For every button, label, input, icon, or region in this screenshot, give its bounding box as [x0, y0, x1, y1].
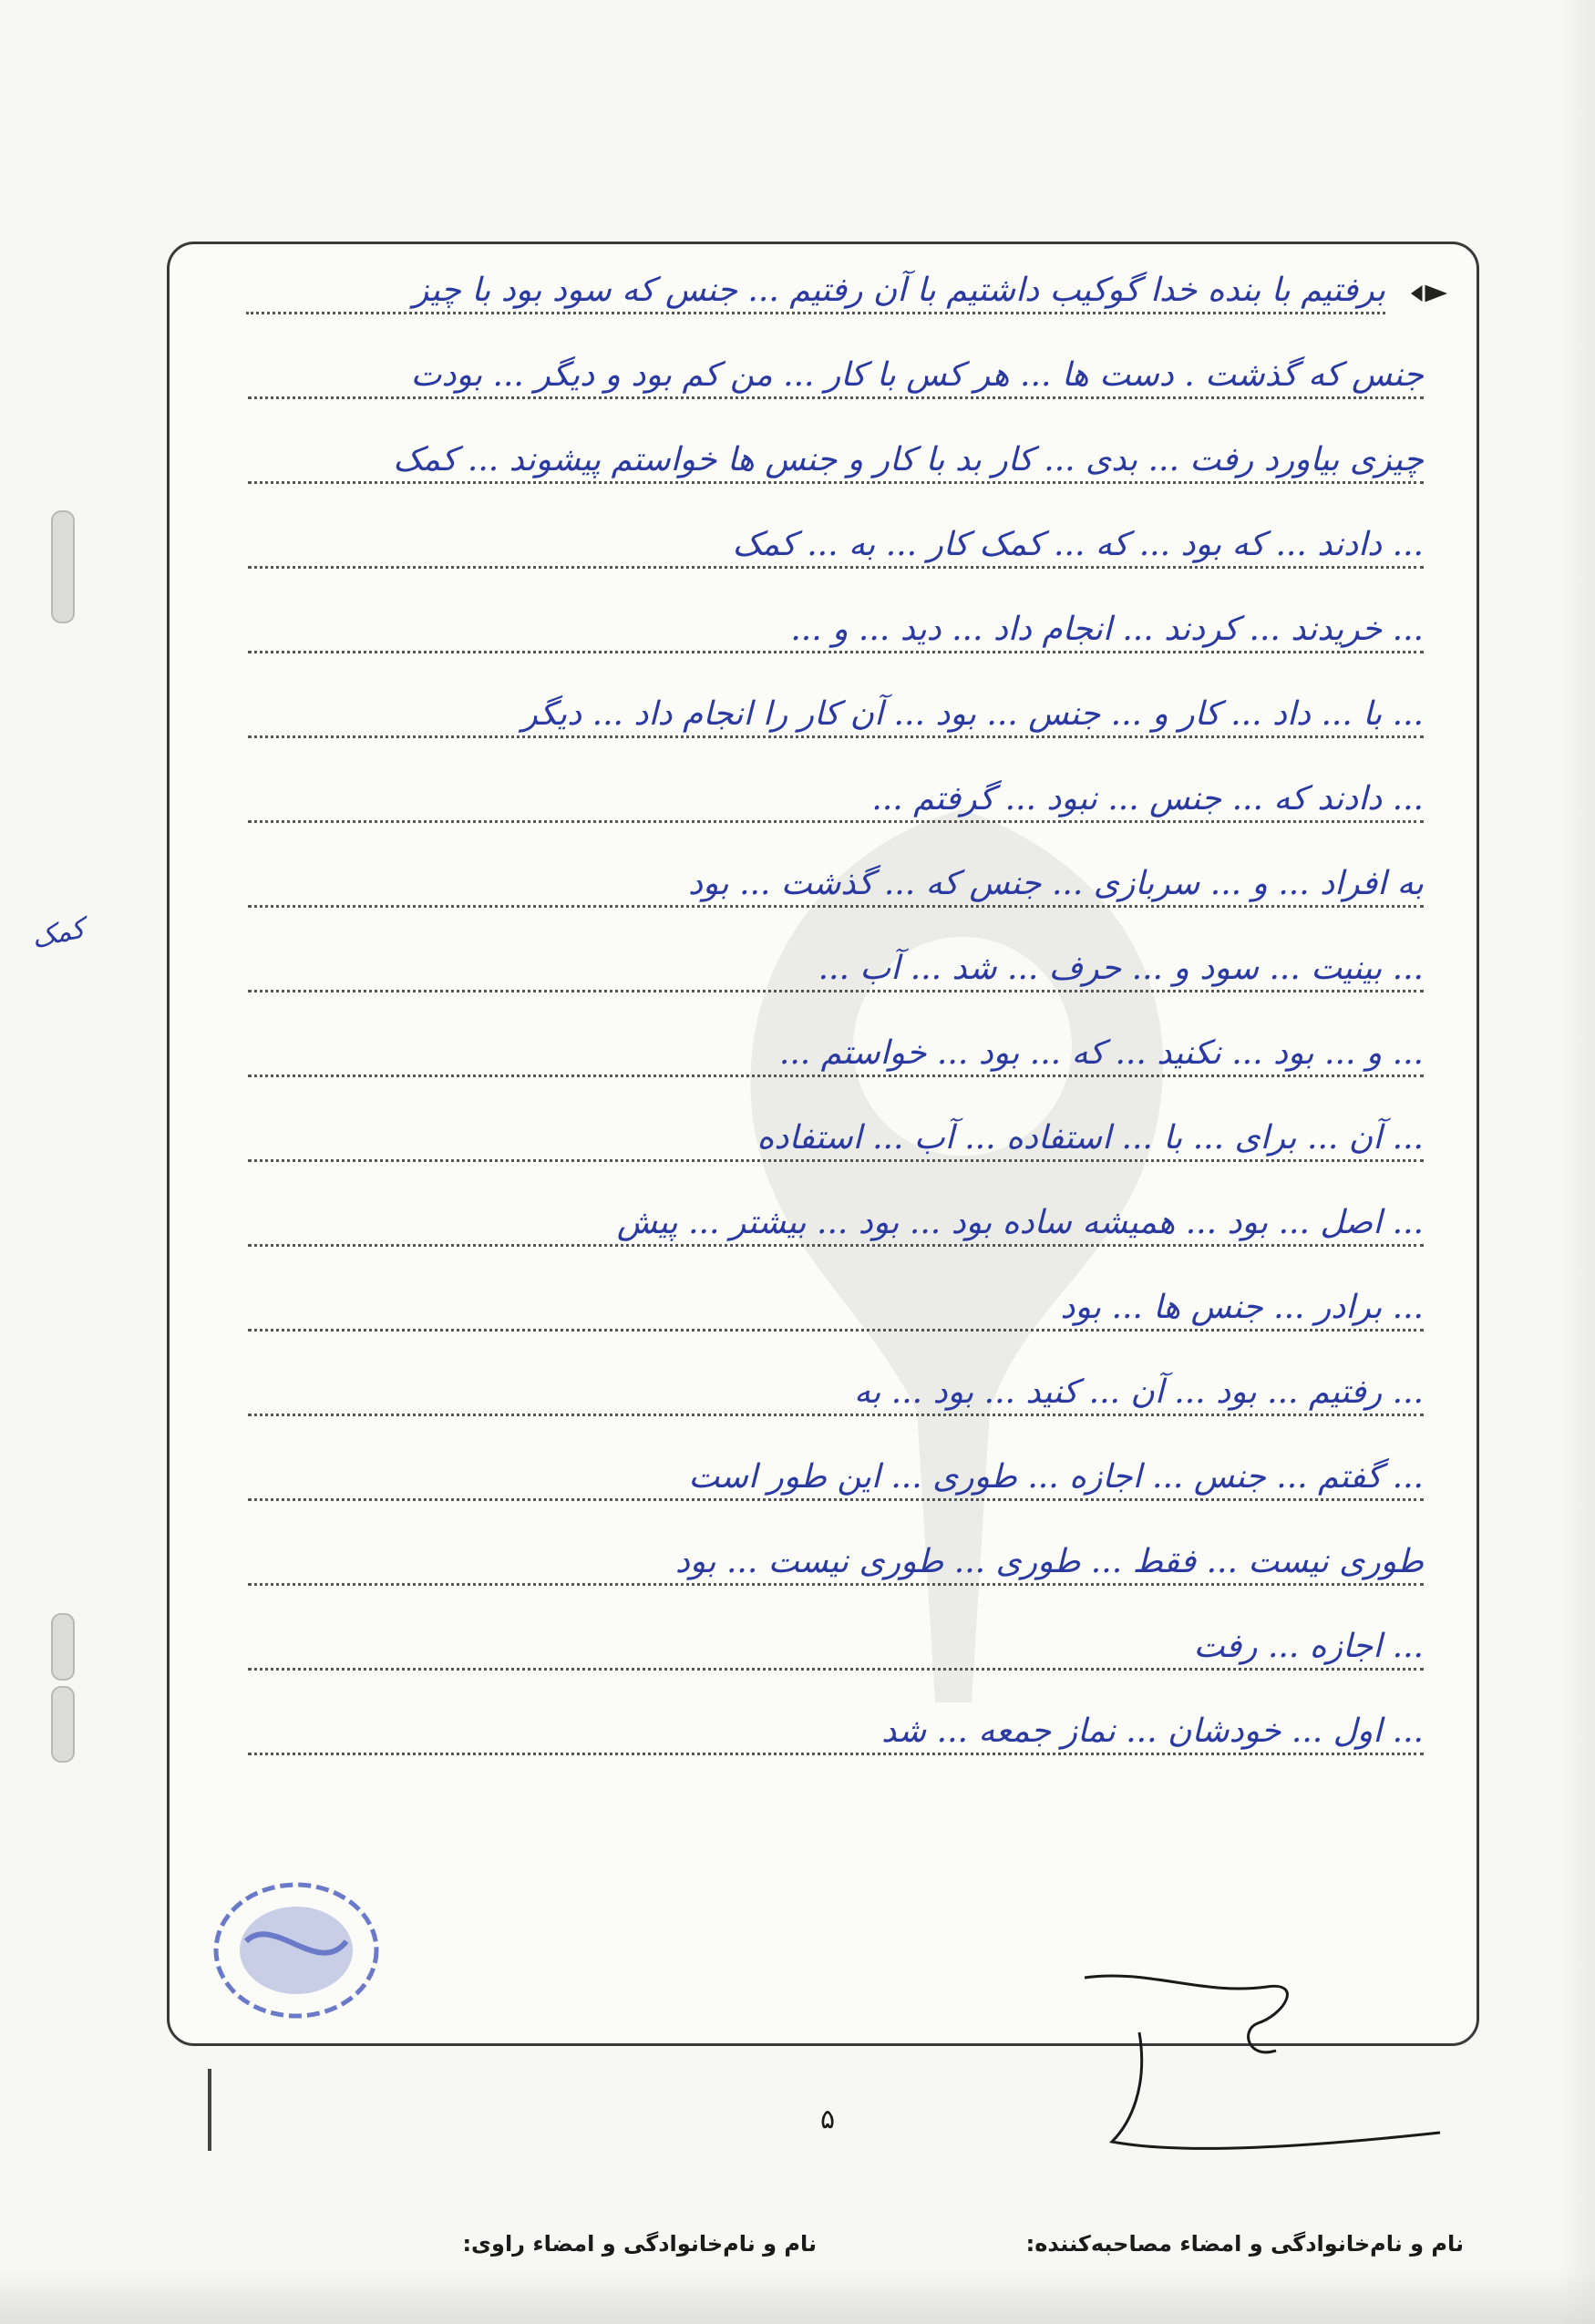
handwritten-text: ... دادند ... که بود ... که ... کمک کار ... به ... کمک [732, 526, 1424, 563]
handwritten-line [248, 1177, 1424, 1247]
handwritten-text: ... دادند که ... جنس ... نبود ... گرفتم ... [871, 780, 1424, 818]
pen-stroke-mark [208, 2069, 211, 2151]
handwritten-text: ... خریدند ... کردند ... انجام داد ... دید ... و ... [790, 611, 1424, 648]
binding-hole-top [51, 510, 75, 623]
page-bottom-edge [0, 2269, 1595, 2324]
narrator-signature-label: نام و نام‌خانوادگی و امضاء راوی: [462, 2231, 817, 2257]
handwritten-text: ... اجازه ... رفت [1193, 1628, 1424, 1665]
margin-note: کمک [28, 912, 88, 955]
handwritten-line [248, 1092, 1424, 1162]
handwritten-text: ... آن ... برای ... با ... استفاده ... آب ... استفاده [756, 1119, 1424, 1157]
handwritten-text: ... اول ... خودشان ... نماز جمعه ... شد [881, 1712, 1424, 1750]
handwritten-text: ... اصل ... بود ... همیشه ساده بود ... بود ... بیشتر ... پیش [616, 1204, 1424, 1241]
handwritten-line [248, 668, 1424, 738]
handwritten-line [248, 1516, 1424, 1586]
page-frame [167, 242, 1479, 2257]
handwritten-line [248, 1431, 1424, 1501]
handwritten-line [248, 1346, 1424, 1416]
handwritten-text: ... بینیت ... سود و ... حرف ... شد ... آب ... [818, 950, 1424, 987]
page-edge-shadow [1559, 0, 1595, 2324]
handwritten-text: ... رفتیم ... بود ... آن ... کنید ... بود ... به [854, 1373, 1424, 1411]
handwritten-text: ... و ... بود ... نکنید ... که ... بود ... خواستم ... [778, 1034, 1424, 1072]
handwritten-text: ... برادر ... جنس ها ... بود [1060, 1289, 1424, 1326]
handwritten-line [248, 1685, 1424, 1755]
handwritten-text: طوری نیست ... فقط ... طوری ... طوری نیست ... بود [674, 1543, 1424, 1580]
handwritten-line [248, 838, 1424, 908]
binding-hole-bottom-1 [51, 1613, 75, 1681]
handwritten-text: ... با ... داد ... کار و ... جنس ... بود ... آن کار را انجام داد ... دیگر [521, 695, 1424, 733]
handwritten-text: به افراد ... و ... سربازی ... جنس که ... گذشت ... بود [687, 865, 1424, 902]
handwritten-line [248, 753, 1424, 823]
handwritten-line [248, 329, 1424, 399]
handwritten-line [248, 499, 1424, 569]
handwritten-line [248, 1261, 1424, 1332]
handwritten-line [248, 583, 1424, 653]
handwritten-text: برفتیم با بنده خدا گوکیب داشتیم با آن رفتیم ... جنس که سود بود با چیز [412, 272, 1385, 309]
handwritten-text: جنس که گذشت . دست ها ... هر کس با کار ... من کم بود و دیگر ... بودت [410, 356, 1424, 394]
ink-stamp-icon [210, 1877, 383, 2023]
signature-footer [170, 2231, 1482, 2277]
pen-icon [1407, 281, 1451, 306]
interviewer-signature-label: نام و نام‌خانوادگی و امضاء مصاحبه‌کننده: [1025, 2231, 1464, 2257]
handwritten-line [248, 1007, 1424, 1077]
handwritten-line [248, 1600, 1424, 1671]
handwritten-line [248, 922, 1424, 992]
handwritten-signature-icon [1075, 1959, 1458, 2169]
handwritten-text: چیزی بیاورد رفت ... بدی ... کار بد با کار و جنس ها خواستم پیشوند ... کمک [393, 441, 1424, 478]
page-number: ۵ [820, 2103, 836, 2135]
handwritten-line [248, 414, 1424, 484]
handwritten-line [246, 244, 1385, 314]
handwritten-text: ... گفتم ... جنس ... اجازه ... طوری ... این طور است [688, 1458, 1424, 1496]
binding-hole-bottom-2 [51, 1686, 75, 1763]
